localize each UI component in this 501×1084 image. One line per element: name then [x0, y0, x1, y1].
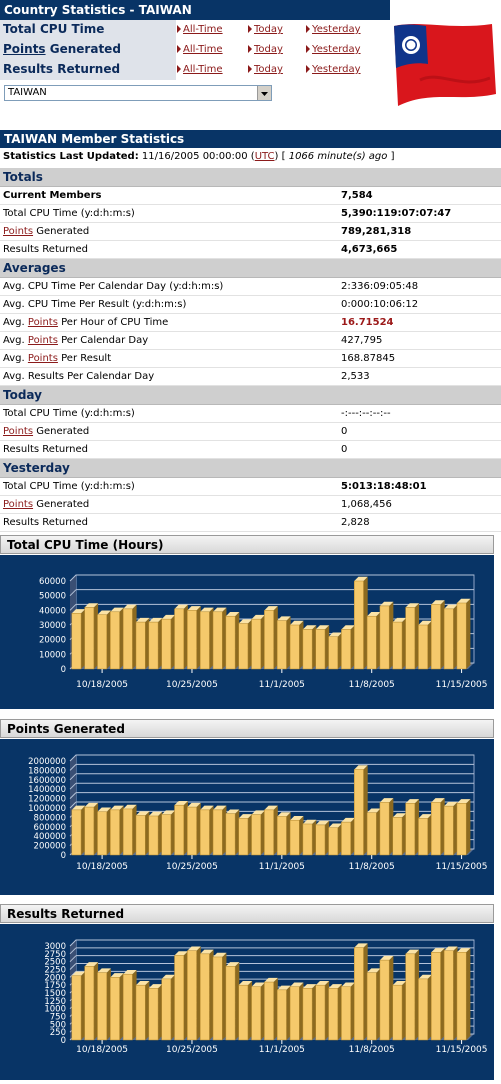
flag-image: [390, 20, 501, 112]
section-totals: Totals: [0, 168, 501, 187]
bar: [213, 810, 222, 855]
cpu-alltime-link[interactable]: All-Time: [177, 24, 223, 35]
bar: [264, 810, 273, 855]
bar: [97, 973, 106, 1040]
y-tick-label: 20000: [38, 635, 66, 646]
bar: [367, 616, 376, 669]
bar: [85, 607, 94, 669]
y-tick-label: 200000: [33, 841, 66, 852]
member-stats-title: TAIWAN Member Statistics: [4, 132, 185, 146]
section-yesterday: Yesterday: [0, 459, 501, 478]
points-link[interactable]: Points: [3, 426, 34, 437]
bar: [213, 957, 222, 1040]
bar: [444, 806, 453, 855]
bar: [380, 606, 389, 669]
bar: [354, 948, 363, 1040]
bar: [290, 625, 299, 669]
x-tick-label: 10/18/2005: [76, 862, 129, 872]
bar: [226, 966, 235, 1040]
stat-row: Avg. Points Per Calendar Day 427,795: [0, 332, 501, 350]
bar: [316, 825, 325, 855]
chart-title-results: Results Returned: [0, 904, 494, 923]
nav-row-select: [0, 80, 390, 106]
stat-row: Avg. CPU Time Per Calendar Day (y:d:h:m:s) 2:336:09:05:48: [0, 278, 501, 296]
bar: [72, 976, 81, 1040]
bar: [277, 816, 286, 855]
stat-row: Results Returned 0: [0, 441, 501, 459]
stat-row: Points Generated 789,281,318: [0, 223, 501, 241]
y-tick-label: 1000: [44, 1004, 66, 1015]
bar: [406, 803, 415, 855]
arrow-right-icon: [177, 45, 181, 53]
y-tick-label: 800000: [33, 813, 66, 824]
bar: [406, 607, 415, 669]
bar: [380, 960, 389, 1040]
y-tick-label: 40000: [38, 606, 66, 617]
x-tick-label: 11/8/2005: [348, 862, 395, 872]
y-tick-label: 750: [49, 1012, 66, 1023]
bar: [380, 802, 389, 855]
bar: [329, 988, 338, 1040]
y-tick-label: 2750: [44, 949, 66, 960]
cpu-time-chart: [0, 555, 494, 709]
y-tick-label: 1600000: [28, 775, 66, 786]
bar: [354, 581, 363, 669]
x-tick-label: 10/25/2005: [166, 862, 218, 872]
x-tick-label: 11/1/2005: [258, 862, 305, 872]
bar: [316, 985, 325, 1040]
stat-row: Results Returned 2,828: [0, 514, 501, 532]
chart-title-points: Points Generated: [0, 719, 494, 738]
y-tick-label: 0: [60, 665, 66, 675]
nav-label-points: Generated: [45, 42, 121, 56]
stat-row: Avg. Results Per Calendar Day 2,533: [0, 368, 501, 386]
bar: [303, 988, 312, 1040]
points-link[interactable]: Points: [27, 317, 58, 328]
bar: [97, 812, 106, 855]
x-tick-label: 11/1/2005: [258, 1045, 305, 1055]
bar: [175, 955, 184, 1040]
bar: [136, 816, 145, 855]
bar: [418, 818, 427, 855]
section-today: Today: [0, 386, 501, 405]
bar: [264, 982, 273, 1040]
y-tick-label: 0: [60, 851, 66, 861]
x-tick-label: 10/18/2005: [76, 680, 129, 690]
stat-row: Avg. Points Per Result 168.87845: [0, 350, 501, 368]
bar: [123, 974, 132, 1040]
chevron-down-icon[interactable]: [257, 86, 271, 100]
member-stats-header: [0, 130, 501, 148]
cpu-yesterday-link[interactable]: Yesterday: [306, 24, 361, 35]
bar: [213, 612, 222, 669]
x-tick-label: 10/18/2005: [76, 1045, 129, 1055]
y-tick-label: 600000: [33, 822, 66, 833]
bar: [444, 609, 453, 669]
y-tick-label: 500: [49, 1020, 66, 1031]
bar: [149, 816, 158, 855]
points-link[interactable]: Points: [27, 353, 58, 364]
bar: [341, 987, 350, 1040]
results-yesterday-link[interactable]: Yesterday: [306, 64, 361, 75]
bar: [290, 820, 299, 855]
arrow-right-icon: [248, 65, 252, 73]
y-tick-label: 2000000: [28, 757, 66, 767]
arrow-right-icon: [248, 25, 252, 33]
bar: [341, 822, 350, 855]
bar: [277, 621, 286, 669]
bar-side: [466, 799, 470, 855]
bar: [97, 615, 106, 669]
bar: [226, 814, 235, 855]
bar: [457, 603, 466, 669]
bar: [303, 824, 312, 855]
stat-row: Total CPU Time (y:d:h:m:s) 5,390:119:07:07:47: [0, 205, 501, 223]
bar: [149, 988, 158, 1040]
points-link[interactable]: Points: [3, 499, 34, 510]
nav-row-points: [0, 40, 390, 60]
nav-label-cpu: Total CPU Time: [3, 22, 105, 36]
bar: [200, 954, 209, 1040]
y-tick-label: 50000: [38, 591, 66, 602]
y-tick-label: 2500: [44, 957, 66, 968]
bar: [72, 810, 81, 855]
y-tick-label: 400000: [33, 832, 66, 843]
bar: [149, 622, 158, 669]
bar: [162, 619, 171, 669]
country-select-value: TAIWAN: [8, 87, 47, 98]
y-tick-label: 1200000: [28, 794, 66, 805]
bar: [290, 987, 299, 1040]
y-tick-label: 2000: [44, 973, 66, 984]
y-tick-label: 3000: [44, 942, 66, 952]
bar: [264, 610, 273, 669]
bar: [187, 610, 196, 669]
bar: [187, 951, 196, 1040]
cpu-time-chart-svg: [0, 555, 494, 709]
y-tick-label: 10000: [38, 650, 66, 661]
y-tick-label: 250: [49, 1028, 66, 1039]
y-tick-label: 1500: [44, 989, 66, 999]
bar: [200, 810, 209, 855]
bar: [431, 952, 440, 1040]
bar: [252, 619, 261, 669]
utc-link[interactable]: UTC: [254, 151, 275, 162]
stat-row: Avg. CPU Time Per Result (y:d:h:m:s) 0:000:10:06:12: [0, 296, 501, 314]
bar: [123, 609, 132, 669]
nav-label-results: Results Returned: [3, 62, 121, 76]
arrow-right-icon: [177, 65, 181, 73]
bar: [431, 802, 440, 855]
page-header: [0, 0, 390, 20]
bar: [418, 979, 427, 1040]
x-tick-label: 11/15/2005: [435, 1045, 488, 1055]
bar: [239, 624, 248, 669]
x-tick-label: 11/8/2005: [348, 1045, 395, 1055]
results-chart-svg: [0, 924, 494, 1080]
arrow-right-icon: [248, 45, 252, 53]
y-tick-label: 1750: [44, 981, 66, 992]
y-tick-label: 30000: [38, 621, 66, 631]
points-today-link[interactable]: Today: [248, 44, 283, 55]
bar: [277, 990, 286, 1040]
cpu-today-link[interactable]: Today: [248, 24, 283, 35]
bar-side: [466, 599, 470, 669]
points-info-link[interactable]: Points: [3, 42, 46, 56]
y-tick-label: 0: [60, 1036, 66, 1046]
points-yesterday-link[interactable]: Yesterday: [306, 44, 361, 55]
results-today-link[interactable]: Today: [248, 64, 283, 75]
stat-row: Points Generated 1,068,456: [0, 496, 501, 514]
bar: [175, 805, 184, 855]
bar: [444, 951, 453, 1040]
bar: [136, 985, 145, 1040]
stat-row: Total CPU Time (y:d:h:m:s) -:---:--:--:--: [0, 405, 501, 423]
bar: [110, 977, 119, 1040]
bar: [406, 954, 415, 1040]
results-chart: [0, 924, 494, 1080]
y-tick-label: 1250: [44, 996, 66, 1007]
arrow-right-icon: [306, 65, 310, 73]
bar: [393, 985, 402, 1040]
arrow-right-icon: [306, 45, 310, 53]
x-tick-label: 10/25/2005: [166, 680, 218, 690]
stat-row: Points Generated 0: [0, 423, 501, 441]
stat-row: Avg. Points Per Hour of CPU Time 16.71524: [0, 314, 501, 332]
bar: [393, 622, 402, 669]
bar: [252, 815, 261, 855]
bar: [341, 629, 350, 669]
results-alltime-link[interactable]: All-Time: [177, 64, 223, 75]
bar: [162, 815, 171, 855]
nav-row-cpu: [0, 20, 390, 40]
bar: [123, 809, 132, 855]
bar: [110, 612, 119, 669]
bar: [329, 637, 338, 669]
chart-title-cpu: Total CPU Time (Hours): [0, 535, 494, 554]
points-chart-svg: [0, 739, 494, 895]
bar: [457, 952, 466, 1040]
y-tick-label: 1000000: [28, 804, 66, 814]
x-tick-label: 10/25/2005: [166, 1045, 218, 1055]
bar: [136, 622, 145, 669]
page-title: Country Statistics - TAIWAN: [4, 3, 192, 17]
bar: [162, 979, 171, 1040]
country-select[interactable]: [4, 85, 272, 101]
bar-side: [466, 948, 470, 1040]
bar: [367, 813, 376, 855]
bar: [72, 613, 81, 669]
x-tick-label: 11/8/2005: [348, 680, 395, 690]
bar: [110, 810, 119, 855]
bar: [354, 769, 363, 855]
bar: [393, 817, 402, 855]
bar: [457, 803, 466, 855]
y-tick-label: 1800000: [28, 766, 66, 777]
bar: [239, 985, 248, 1040]
bar: [226, 616, 235, 669]
nav-row-results: [0, 60, 390, 80]
y-tick-label: 2250: [44, 965, 66, 976]
y-tick-label: 60000: [38, 577, 66, 587]
arrow-right-icon: [177, 25, 181, 33]
bar: [316, 629, 325, 669]
bar: [367, 973, 376, 1040]
bar: [175, 609, 184, 669]
bar: [200, 612, 209, 669]
stat-row: Current Members 7,584: [0, 187, 501, 205]
bar: [187, 807, 196, 855]
bar: [418, 625, 427, 669]
section-averages: Averages: [0, 259, 501, 278]
bar: [85, 807, 94, 855]
points-link[interactable]: Points: [3, 226, 34, 237]
bar: [303, 629, 312, 669]
bar: [431, 604, 440, 669]
x-tick-label: 11/15/2005: [435, 862, 488, 872]
bar: [252, 987, 261, 1040]
bar: [85, 966, 94, 1040]
arrow-right-icon: [306, 25, 310, 33]
bar: [329, 828, 338, 855]
points-alltime-link[interactable]: All-Time: [177, 44, 223, 55]
last-updated: Statistics Last Updated: 11/16/2005 00:00:00 (UTC) [ 1066 minute(s) ago ]: [3, 151, 395, 162]
stat-row: Total CPU Time (y:d:h:m:s) 5:013:18:48:01: [0, 478, 501, 496]
x-tick-label: 11/1/2005: [258, 680, 305, 690]
stat-row: Results Returned 4,673,665: [0, 241, 501, 259]
y-tick-label: 1400000: [28, 785, 66, 796]
x-tick-label: 11/15/2005: [435, 680, 488, 690]
bar: [239, 818, 248, 855]
points-chart: [0, 739, 494, 895]
points-link[interactable]: Points: [27, 335, 58, 346]
